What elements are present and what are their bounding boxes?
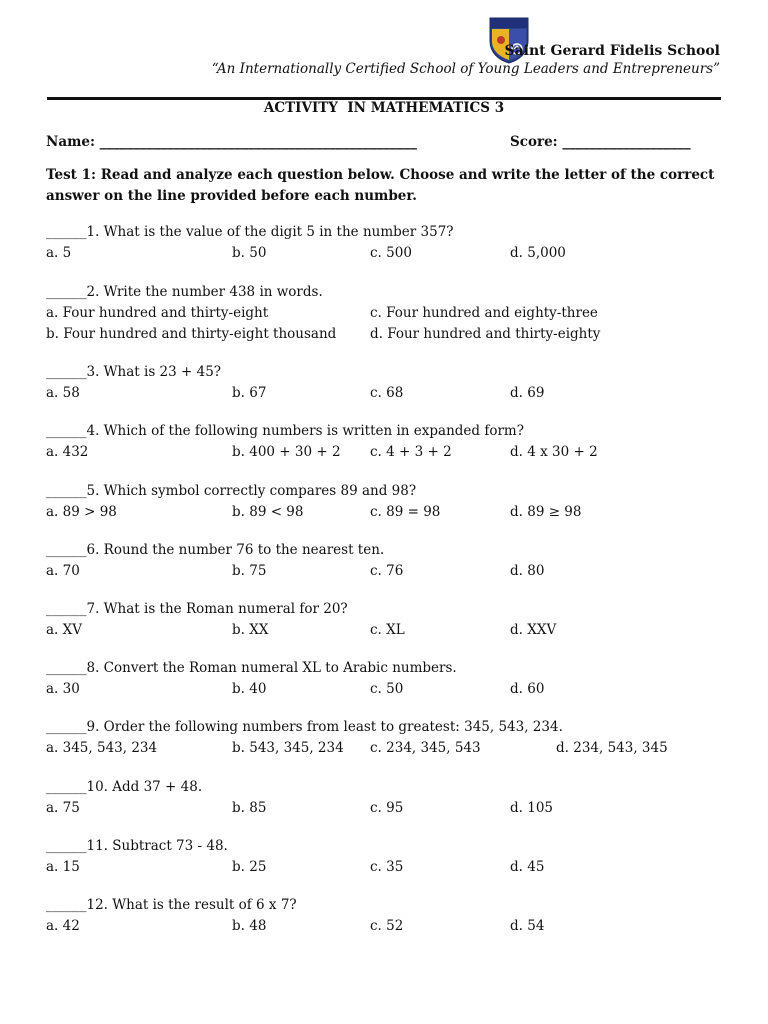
choice-a: a. 58: [46, 385, 80, 401]
question-text[interactable]: ______5. Which symbol correctly compares 89 and 98?: [46, 483, 417, 499]
choice-a: a. 15: [46, 859, 80, 875]
choice-b: b. Four hundred and thirty-eight thousand: [46, 326, 337, 342]
question-text[interactable]: ______1. What is the value of the digit 5 in the number 357?: [46, 224, 454, 240]
choice-a: a. 432: [46, 444, 89, 460]
choice-a: a. 345, 543, 234: [46, 740, 158, 756]
choice-c: c. 50: [370, 681, 404, 697]
question-6: [46, 540, 736, 582]
score-field[interactable]: Score: ___________________: [510, 134, 691, 150]
question-text[interactable]: ______7. What is the Roman numeral for 20?: [46, 601, 348, 617]
question-text[interactable]: ______9. Order the following numbers from least to greatest: 345, 543, 234.: [46, 719, 563, 735]
choice-a: a. 42: [46, 918, 80, 934]
question-5: [46, 481, 736, 523]
choice-d: d. 45: [510, 859, 545, 875]
question-10: [46, 777, 736, 819]
choice-a: a. 75: [46, 800, 80, 816]
question-text[interactable]: ______2. Write the number 438 in words.: [46, 284, 323, 300]
question-1: [46, 222, 736, 264]
question-8: [46, 658, 736, 700]
choice-d: d. 60: [510, 681, 545, 697]
choice-c: c. 68: [370, 385, 404, 401]
test-instructions: Test 1: Read and analyze each question below. Choose and write the letter of the correct answer on the line provided before each number.: [46, 167, 715, 204]
choice-b: b. XX: [232, 622, 269, 638]
page-title: ACTIVITY IN MATHEMATICS 3: [263, 100, 505, 116]
choice-b: b. 50: [232, 245, 267, 261]
choice-b: b. 67: [232, 385, 267, 401]
choice-b: b. 400 + 30 + 2: [232, 444, 341, 460]
choice-c: c. XL: [370, 622, 405, 638]
choice-a: a. XV: [46, 622, 82, 638]
choice-d: d. 89 ≥ 98: [510, 504, 582, 520]
question-12: [46, 895, 736, 937]
choice-b: b. 40: [232, 681, 267, 697]
question-text[interactable]: ______6. Round the number 76 to the nearest ten.: [46, 542, 385, 558]
choice-d: d. 54: [510, 918, 545, 934]
choice-d: d. Four hundred and thirty-eighty: [370, 326, 601, 342]
choice-c: c. 52: [370, 918, 404, 934]
choice-a: a. 30: [46, 681, 80, 697]
question-3: [46, 362, 736, 404]
question-11: [46, 836, 736, 878]
choice-c: c. Four hundred and eighty-three: [370, 305, 598, 321]
question-text[interactable]: ______4. Which of the following numbers is written in expanded form?: [46, 423, 524, 439]
choice-c: c. 76: [370, 563, 404, 579]
choice-c: c. 95: [370, 800, 404, 816]
question-4: [46, 421, 736, 463]
choice-a: a. Four hundred and thirty-eight: [46, 305, 269, 321]
choice-b: b. 543, 345, 234: [232, 740, 344, 756]
question-text[interactable]: ______3. What is 23 + 45?: [46, 364, 222, 380]
choice-d: d. 234, 543, 345: [556, 740, 668, 756]
choice-b: b. 75: [232, 563, 267, 579]
name-field[interactable]: Name: _______________________________________________: [46, 134, 417, 150]
choice-c: c. 500: [370, 245, 412, 261]
choice-d: d. XXV: [510, 622, 557, 638]
choice-d: d. 69: [510, 385, 545, 401]
choice-a: a. 70: [46, 563, 80, 579]
choice-d: d. 5,000: [510, 245, 566, 261]
choice-b: b. 48: [232, 918, 267, 934]
school-name: Saint Gerard Fidelis School: [504, 43, 720, 59]
school-motto: “An Internationally Certified School of Young Leaders and Entrepreneurs”: [211, 61, 720, 77]
question-9: [46, 717, 736, 759]
choice-c: c. 234, 345, 543: [370, 740, 481, 756]
choice-c: c. 35: [370, 859, 404, 875]
choice-d: d. 4 x 30 + 2: [510, 444, 598, 460]
choice-d: d. 105: [510, 800, 553, 816]
question-text[interactable]: ______10. Add 37 + 48.: [46, 779, 203, 795]
choice-c: c. 89 = 98: [370, 504, 441, 520]
question-text[interactable]: ______8. Convert the Roman numeral XL to Arabic numbers.: [46, 660, 457, 676]
choice-b: b. 25: [232, 859, 267, 875]
question-2: [46, 282, 736, 345]
choice-b: b. 89 < 98: [232, 504, 304, 520]
choice-d: d. 80: [510, 563, 545, 579]
choice-a: a. 5: [46, 245, 72, 261]
question-text[interactable]: ______12. What is the result of 6 x 7?: [46, 897, 297, 913]
question-text[interactable]: ______11. Subtract 73 - 48.: [46, 838, 228, 854]
choice-a: a. 89 > 98: [46, 504, 117, 520]
choice-b: b. 85: [232, 800, 267, 816]
choice-c: c. 4 + 3 + 2: [370, 444, 452, 460]
question-7: [46, 599, 736, 641]
